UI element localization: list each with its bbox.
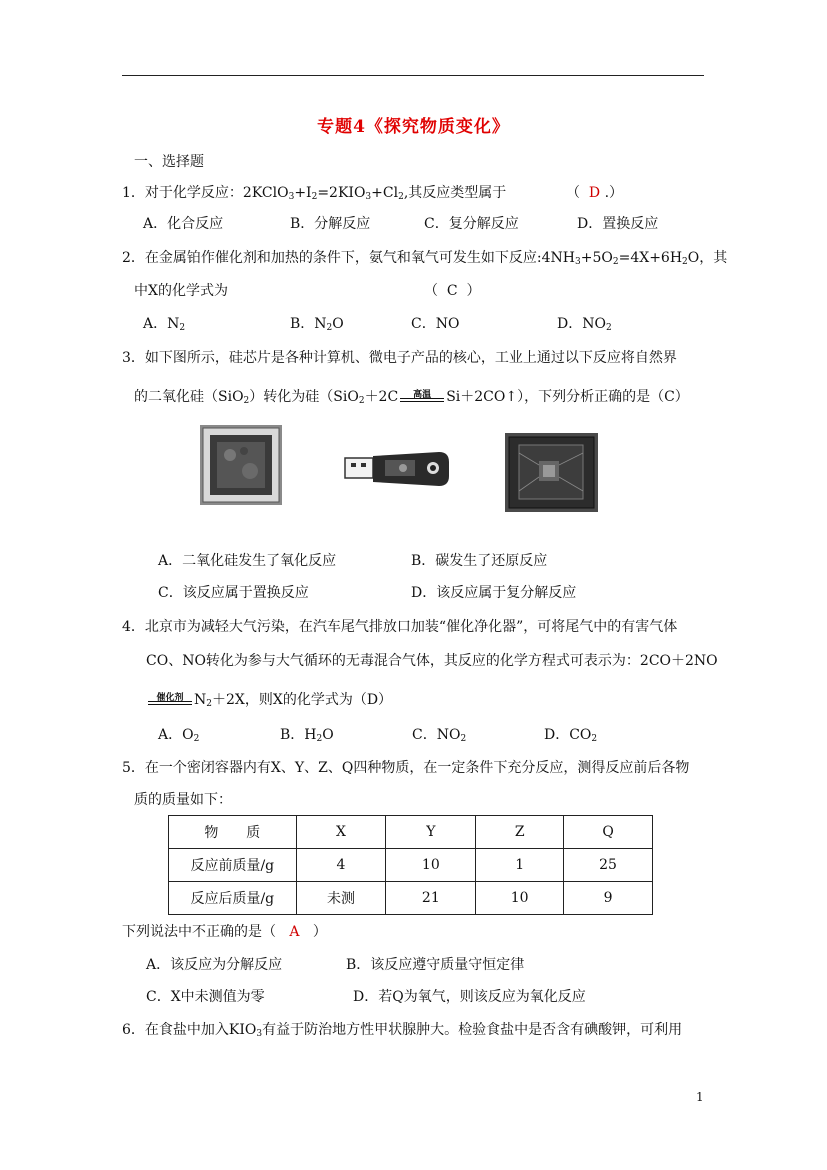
- question-5-option-c: C．X中未测值为零: [146, 989, 265, 1005]
- reaction-condition-catalyst: 催化剂: [146, 690, 194, 710]
- page-number: 1: [696, 1090, 704, 1104]
- table-header-cell: Y: [386, 816, 476, 849]
- question-2-answer: （ C ）: [424, 283, 481, 299]
- circuit-board-chip-photo: [505, 433, 598, 512]
- question-3-option-c: C．该反应属于置换反应: [158, 585, 309, 601]
- table-cell: 4: [296, 849, 386, 882]
- table-header-cell: Z: [476, 816, 564, 849]
- question-3-option-a: A．二氧化硅发生了氧化反应: [158, 553, 337, 569]
- table-cell: 10: [386, 849, 476, 882]
- reaction-condition-high-temp: 高温: [398, 387, 446, 407]
- table-cell: 10: [476, 882, 564, 915]
- question-3-stem-line2: 的二氧化硅（SiO$_2$）转化为硅（SiO$_2$＋2C 高温 Si＋2CO↑），下列分析正确的是（C）: [134, 389, 689, 406]
- table-header-cell: 物 质: [169, 816, 297, 849]
- question-4-stem-line2: CO、NO转化为参与大气循环的无毒混合气体，其反应的化学方程式可表示为：2CO＋2NO: [146, 653, 718, 669]
- question-1-answer: （ D .）: [566, 185, 624, 201]
- table-row: [169, 882, 653, 915]
- question-2-stem-line1: 2．在金属铂作催化剂和加热的条件下，氨气和氧气可发生如下反应$:4NH_3+5O_2=4X+6H_2O$，其: [122, 250, 728, 267]
- question-1-stem: 1．对于化学反应：$2KClO_3+I_2=2KIO_3+Cl_2$,其反应类型属于: [122, 185, 507, 202]
- question-6-stem: 6．在食盐中加入$KIO_3$有益于防治地方性甲状腺肿大。检验食盐中是否含有碘酸钾，可利用: [122, 1022, 683, 1039]
- cpu-chip-photo: [200, 425, 282, 505]
- table-cell: 21: [386, 882, 476, 915]
- question-1-option-b: B．分解反应: [290, 216, 371, 232]
- question-2-option-a: A．$N_2$: [143, 316, 186, 333]
- question-1-option-c: C．复分解反应: [424, 216, 519, 232]
- question-2-option-c: C．NO: [411, 316, 460, 332]
- header-rule: [122, 75, 704, 76]
- table-cell: 1: [476, 849, 564, 882]
- table-header-cell: Q: [564, 816, 653, 849]
- question-4-option-d: D．$CO_2$: [544, 727, 598, 744]
- table-cell: 未测: [296, 882, 386, 915]
- question-4-stem-line1: 4．北京市为减轻大气污染，在汽车尾气排放口加装“催化净化器”，可将尾气中的有害气体: [122, 619, 678, 635]
- question-5-option-a: A．该反应为分解反应: [146, 957, 283, 973]
- table-cell: 反应前质量/g: [169, 849, 297, 882]
- section-heading: 一、选择题: [134, 154, 204, 170]
- mass-table: [168, 815, 653, 915]
- question-5-prompt: 下列说法中不正确的是（ A ）: [122, 924, 327, 940]
- question-2-option-b: B．$N_2O$: [290, 316, 344, 333]
- table-row: [169, 816, 653, 849]
- question-1-option-a: A．化合反应: [143, 216, 224, 232]
- question-5-option-d: D．若Q为氧气，则该反应为氧化反应: [353, 989, 586, 1005]
- table-header-cell: X: [296, 816, 386, 849]
- question-2-option-d: D．$NO_2$: [557, 316, 612, 333]
- question-4-option-c: C．$NO_2$: [412, 727, 467, 744]
- page-title: 专题4《探究物质变化》: [317, 117, 510, 137]
- question-4-option-a: A．$O_2$: [158, 727, 200, 744]
- question-3-option-b: B．碳发生了还原反应: [411, 553, 548, 569]
- question-5-stem-line2: 质的质量如下：: [134, 792, 232, 808]
- usb-drive-photo: [343, 448, 451, 490]
- question-3-option-d: D．该反应属于复分解反应: [411, 585, 577, 601]
- question-4-option-b: B．$H_2O$: [280, 727, 334, 744]
- question-5-stem-line1: 5．在一个密闭容器内有X、Y、Z、Q四种物质，在一定条件下充分反应，测得反应前后各物: [122, 760, 690, 776]
- table-cell: 反应后质量/g: [169, 882, 297, 915]
- question-2-stem-line2: 中X的化学式为: [134, 283, 228, 299]
- question-1-option-d: D．置换反应: [577, 216, 659, 232]
- table-cell: 25: [564, 849, 653, 882]
- question-4-stem-line3: 催化剂 $N_2+2X$，则X的化学式为（D）: [146, 690, 392, 710]
- table-row: [169, 849, 653, 882]
- question-3-stem-line1: 3．如下图所示，硅芯片是各种计算机、微电子产品的核心，工业上通过以下反应将自然界: [122, 350, 677, 366]
- table-cell: 9: [564, 882, 653, 915]
- question-5-option-b: B．该反应遵守质量守恒定律: [346, 957, 525, 973]
